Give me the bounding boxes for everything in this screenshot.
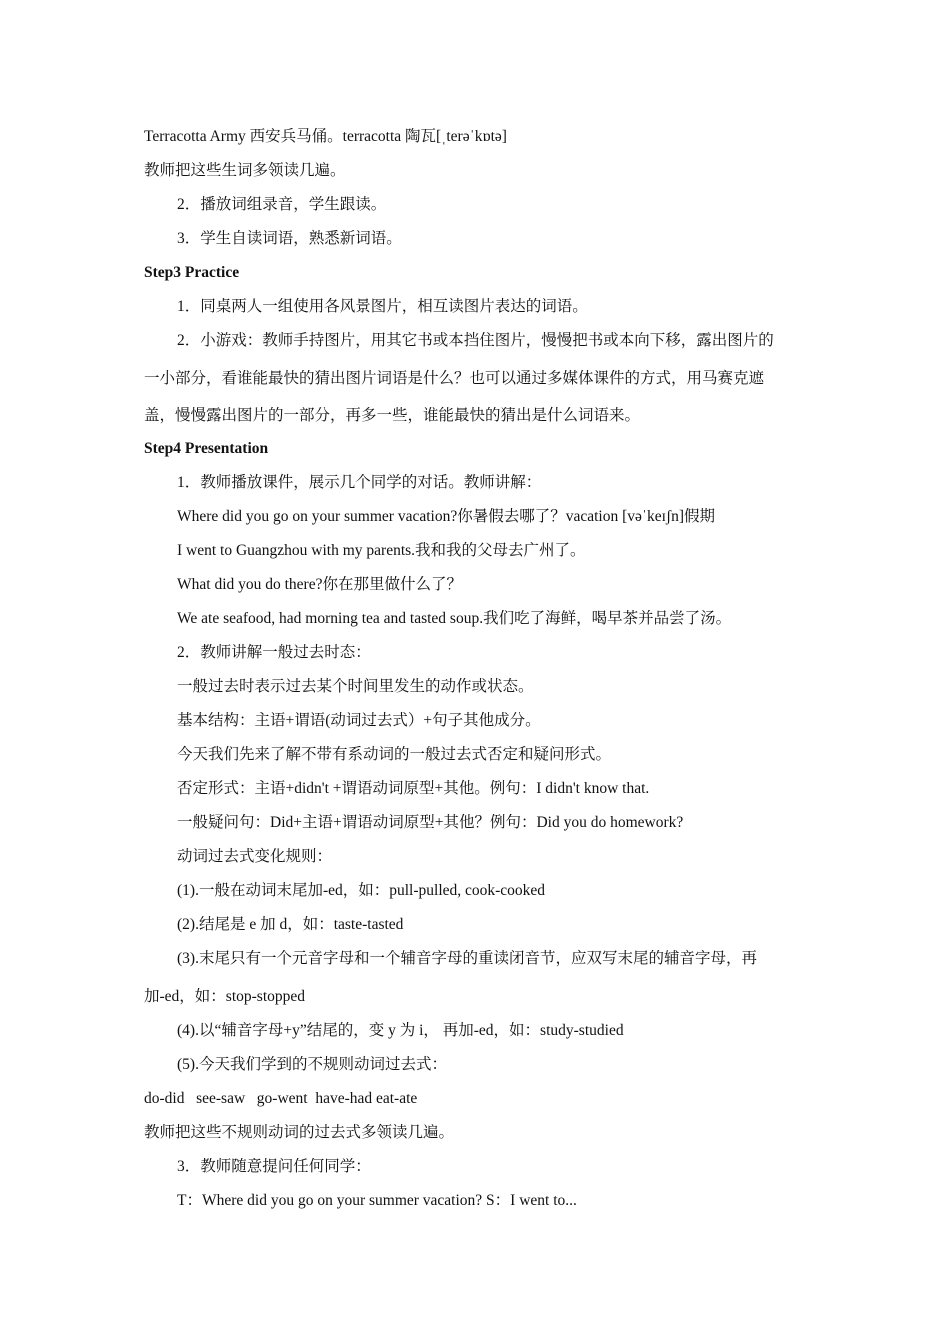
paragraph: 教师把这些不规则动词的过去式多领读几遍。 (144, 1124, 455, 1141)
rule-item: (3).末尾只有一个元音字母和一个辅音字母的重读闭音节，应双写末尾的辅音字母，再 (177, 950, 757, 967)
paragraph: 2．小游戏：教师手持图片，用其它书或本挡住图片，慢慢把书或本向下移，露出图片的 (177, 332, 774, 349)
paragraph: 一小部分，看谁能最快的猜出图片词语是什么？也可以通过多媒体课件的方式，用马赛克遮 (144, 370, 765, 387)
rule-item: (4).以“辅音字母+y”结尾的，变 y 为 i， 再加-ed，如：study-studied (177, 1022, 624, 1039)
paragraph: 基本结构：主语+谓语(动词过去式）+句子其他成分。 (177, 712, 541, 729)
dialogue-line: T：Where did you go on your summer vacation? S：I went to... (177, 1192, 577, 1209)
paragraph: 3．教师随意提问任何同学： (177, 1158, 371, 1175)
paragraph: 否定形式：主语+didn't +谓语动词原型+其他。例句：I didn't know that. (177, 780, 650, 797)
paragraph: 盖，慢慢露出图片的一部分，再多一些，谁能最快的猜出是什么词语来。 (144, 407, 641, 424)
dialogue-line: We ate seafood, had morning tea and tasted soup.我们吃了海鲜，喝早茶并品尝了汤。 (177, 610, 732, 627)
dialogue-line: What did you do there?你在那里做什么了？ (177, 576, 462, 593)
irregular-verbs: do-did see-saw go-went have-had eat-ate (144, 1090, 418, 1107)
paragraph: 3．学生自读词语，熟悉新词语。 (177, 230, 402, 247)
vocab-terracotta: Terracotta Army 西安兵马俑。terracotta 陶瓦[ˌterəˈkɒtə] (144, 128, 507, 145)
paragraph: 动词过去式变化规则： (177, 848, 333, 865)
rule-item: (2).结尾是 e 加 d，如：taste-tasted (177, 916, 404, 933)
section-heading-step4: Step4 Presentation (144, 440, 269, 457)
paragraph: 教师把这些生词多领读几遍。 (144, 162, 346, 179)
rule-item: (5).今天我们学到的不规则动词过去式： (177, 1056, 447, 1073)
section-heading-step3: Step3 Practice (144, 264, 240, 281)
paragraph: 一般过去时表示过去某个时间里发生的动作或状态。 (177, 678, 534, 695)
paragraph: 2．播放词组录音，学生跟读。 (177, 196, 387, 213)
dialogue-line: I went to Guangzhou with my parents.我和我的父母去广州了。 (177, 542, 586, 559)
dialogue-line: Where did you go on your summer vacation?你暑假去哪了？vacation [vəˈkeɪʃn]假期 (177, 508, 716, 525)
paragraph: 今天我们先来了解不带有系动词的一般过去式否定和疑问形式。 (177, 746, 612, 763)
rule-item: (1).一般在动词末尾加-ed，如：pull-pulled, cook-cooked (177, 882, 546, 899)
paragraph: 一般疑问句：Did+主语+谓语动词原型+其他？例句：Did you do homework? (177, 814, 684, 831)
paragraph: 1．教师播放课件，展示几个同学的对话。教师讲解： (177, 474, 542, 491)
rule-item: 加-ed，如：stop-stopped (144, 988, 306, 1005)
paragraph: 2．教师讲解一般过去时态： (177, 644, 371, 661)
paragraph: 1．同桌两人一组使用各风景图片，相互读图片表达的词语。 (177, 298, 588, 315)
